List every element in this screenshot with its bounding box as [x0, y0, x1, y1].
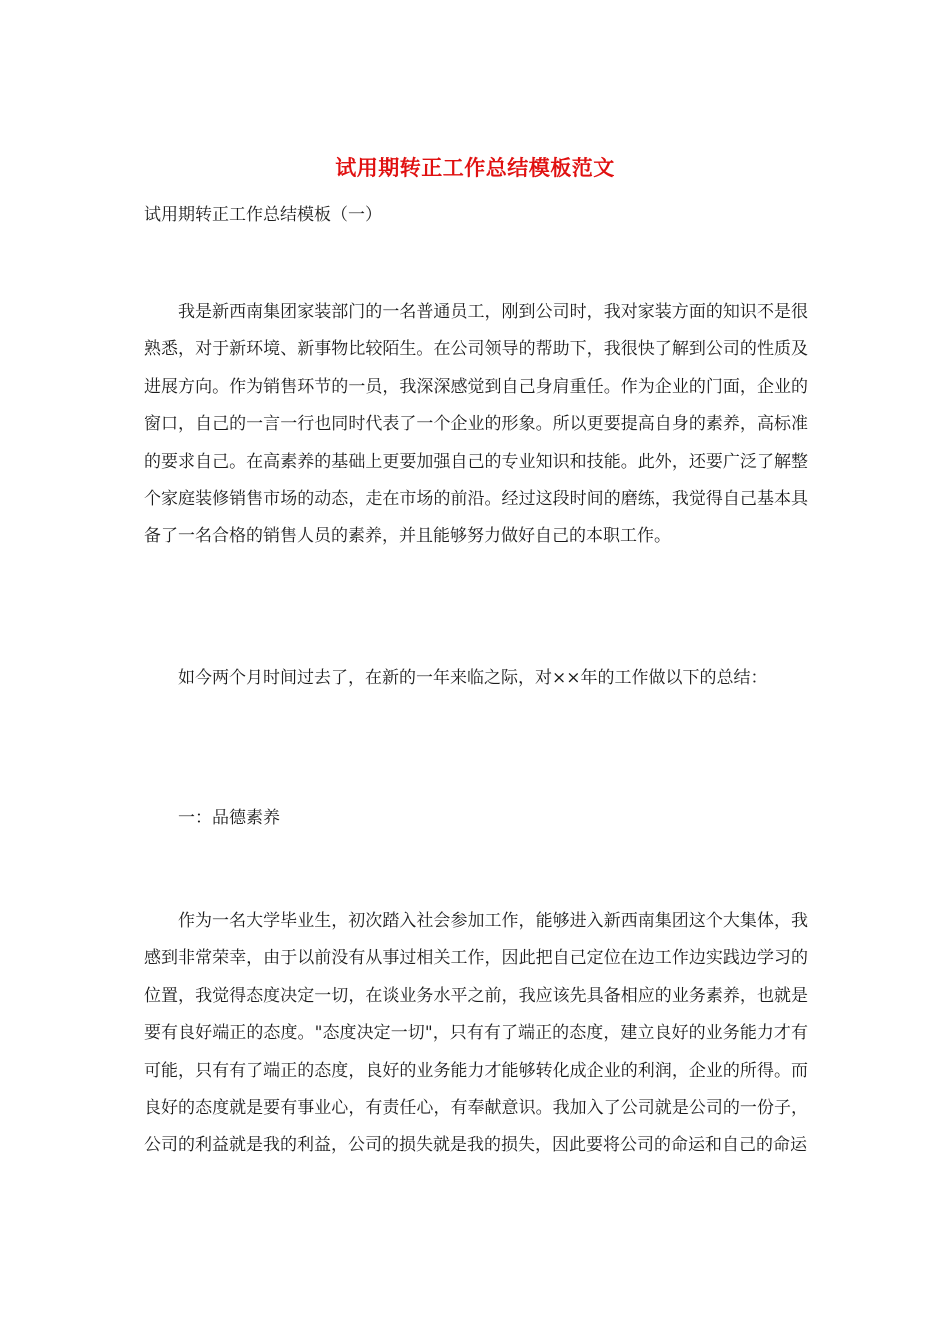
paragraph-summary-lead: 如今两个月时间过去了，在新的一年来临之际，对××年的工作做以下的总结：: [178, 668, 768, 688]
section-heading-moral-quality: 一：品德素养: [178, 808, 280, 828]
paragraph-moral-quality: 作为一名大学毕业生，初次踏入社会参加工作，能够进入新西南集团这个大集体，我感到非常荣幸，由于以前没有从事过相关工作，因此把自己定位在边工作边实践边学习的位置，我觉得态度决定一切，在谈业务水平之前，我应该先具备相应的业务素养，也就是要有良好端正的态度。"态度决定一切"，只有有了端正的态度，建立良好的业务能力才有可能，只有有了端正的态度，良好的业务能力才能够转化成企业的利润，企业的所得。而良好的态度就是要有事业心，有责任心，有奉献意识。我加入了公司就是公司的一份子，公司的利益就是我的利益，公司的损失就是我的损失，因此要将公司的命运和自己的命运: [144, 911, 808, 1156]
paragraph-intro: 我是新西南集团家装部门的一名普通员工，刚到公司时，我对家装方面的知识不是很熟悉，对于新环境、新事物比较陌生。在公司领导的帮助下，我很快了解到公司的性质及进展方向。作为销售环节的一员，我深深感觉到自己身肩重任。作为企业的门面，企业的窗口，自己的一言一行也同时代表了一个企业的形象。所以更要提高自身的素养，高标准的要求自己。在高素养的基础上更要加强自己的专业知识和技能。此外，还要广泛了解整个家庭装修销售市场的动态，走在市场的前沿。经过这段时间的磨练，我觉得自己基本具备了一名合格的销售人员的素养，并且能够努力做好自己的本职工作。: [144, 302, 808, 547]
document-title: 试用期转正工作总结模板范文: [335, 155, 615, 180]
document-subtitle: 试用期转正工作总结模板（一）: [144, 205, 382, 225]
